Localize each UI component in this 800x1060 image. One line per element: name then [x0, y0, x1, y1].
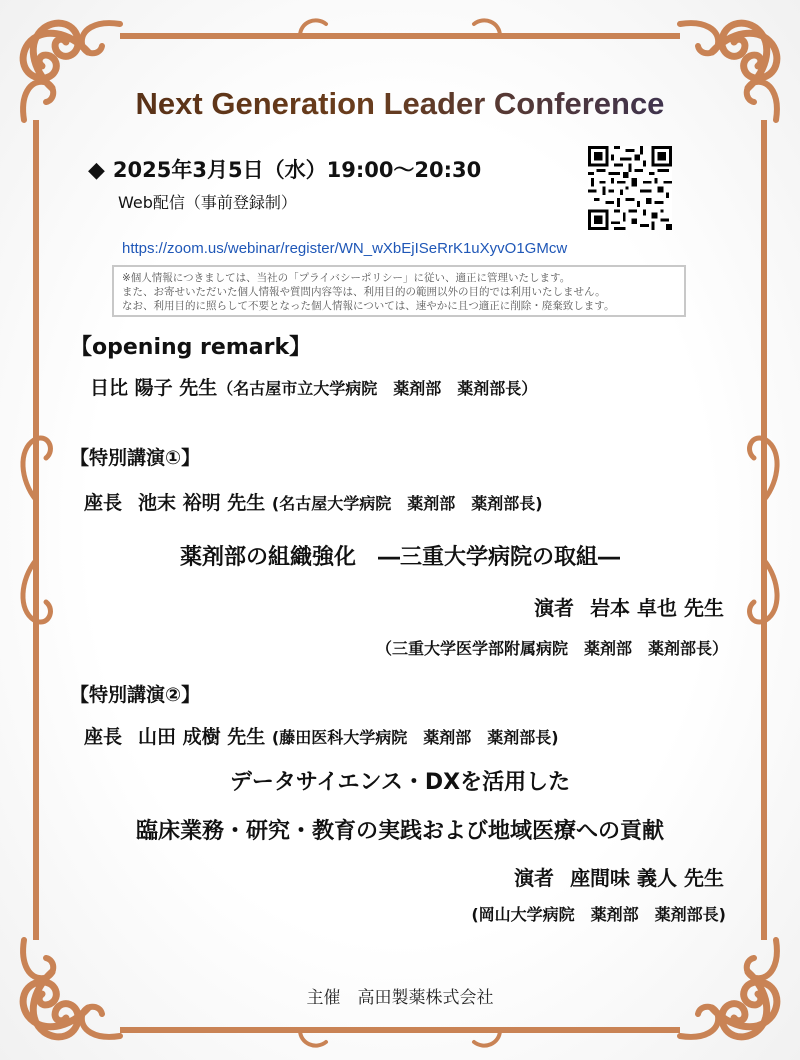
- chair-affiliation: (名古屋大学病院 薬剤部 薬剤部長): [271, 494, 543, 513]
- event-date-time: [88, 154, 481, 184]
- organizer-footer: 主催 高田製薬株式会社: [306, 988, 494, 1008]
- speaker-name: 座間味 義人 先生: [570, 866, 724, 890]
- registration-link[interactable]: https://zoom.us/webinar/register/WN_wXbEjISeRrK1uXyvO1GMcw: [122, 240, 568, 257]
- special-lecture-1-speaker-affiliation: （三重大学医学部附属病院 薬剤部 薬剤部長）: [375, 639, 728, 658]
- opening-remark-speaker-line: [90, 373, 537, 400]
- chair-label: 座長: [84, 492, 123, 514]
- special-lecture-2-speaker-line: [514, 862, 724, 891]
- special-lecture-2-chair-line: [84, 722, 559, 749]
- special-lecture-1-heading: 【特別講演①】: [70, 447, 201, 469]
- chair-name: 山田 成樹 先生: [138, 726, 266, 748]
- opening-speaker-affiliation: （名古屋市立大学病院 薬剤部 薬剤部長）: [217, 379, 538, 398]
- chair-label: 座長: [84, 726, 123, 748]
- opening-speaker-name: 日比 陽子 先生: [90, 377, 218, 399]
- special-lecture-1-chair-line: [84, 488, 543, 515]
- diamond-bullet-icon: ◆: [88, 158, 105, 183]
- chair-affiliation: (藤田医科大学病院 薬剤部 薬剤部長): [271, 728, 559, 747]
- privacy-notice-box: [112, 265, 686, 317]
- special-lecture-2-heading: 【特別講演②】: [70, 684, 201, 706]
- special-lecture-1-speaker-line: [534, 592, 724, 621]
- event-format: Web配信（事前登録制）: [118, 193, 297, 212]
- special-lecture-2-title-line-1: データサイエンス・DXを活用した: [229, 770, 571, 795]
- privacy-notice-line: なお、利用目的に照らして不要となった個人情報については、速やかに且つ適正に削除・廃棄致します。: [122, 300, 615, 312]
- speaker-label: 演者: [534, 596, 575, 620]
- conference-title: Next Generation Leader Conference: [0, 86, 800, 122]
- special-lecture-2-speaker-affiliation: (岡山大学病院 薬剤部 薬剤部長): [471, 905, 726, 924]
- qr-code-icon[interactable]: [588, 146, 672, 230]
- privacy-notice-line: また、お寄せいただいた個人情報や質問内容等は、利用目的の範囲以外の目的では利用いたしません。: [122, 286, 606, 298]
- date-time-text: 2025年3月5日（水）19:00～20:30: [112, 158, 482, 182]
- speaker-label: 演者: [514, 866, 555, 890]
- special-lecture-1-title: 薬剤部の組織強化 ―三重大学病院の取組―: [179, 545, 620, 570]
- chair-name: 池末 裕明 先生: [138, 492, 266, 514]
- opening-remark-heading: 【opening remark】: [70, 335, 312, 360]
- speaker-name: 岩本 卓也 先生: [590, 596, 724, 620]
- special-lecture-2-title-line-2: 臨床業務・研究・教育の実践および地域医療への貢献: [135, 819, 664, 844]
- privacy-notice-line: ※個人情報につきましては、当社の「プライバシーポリシー」に従い、適正に管理いたします。: [122, 272, 571, 284]
